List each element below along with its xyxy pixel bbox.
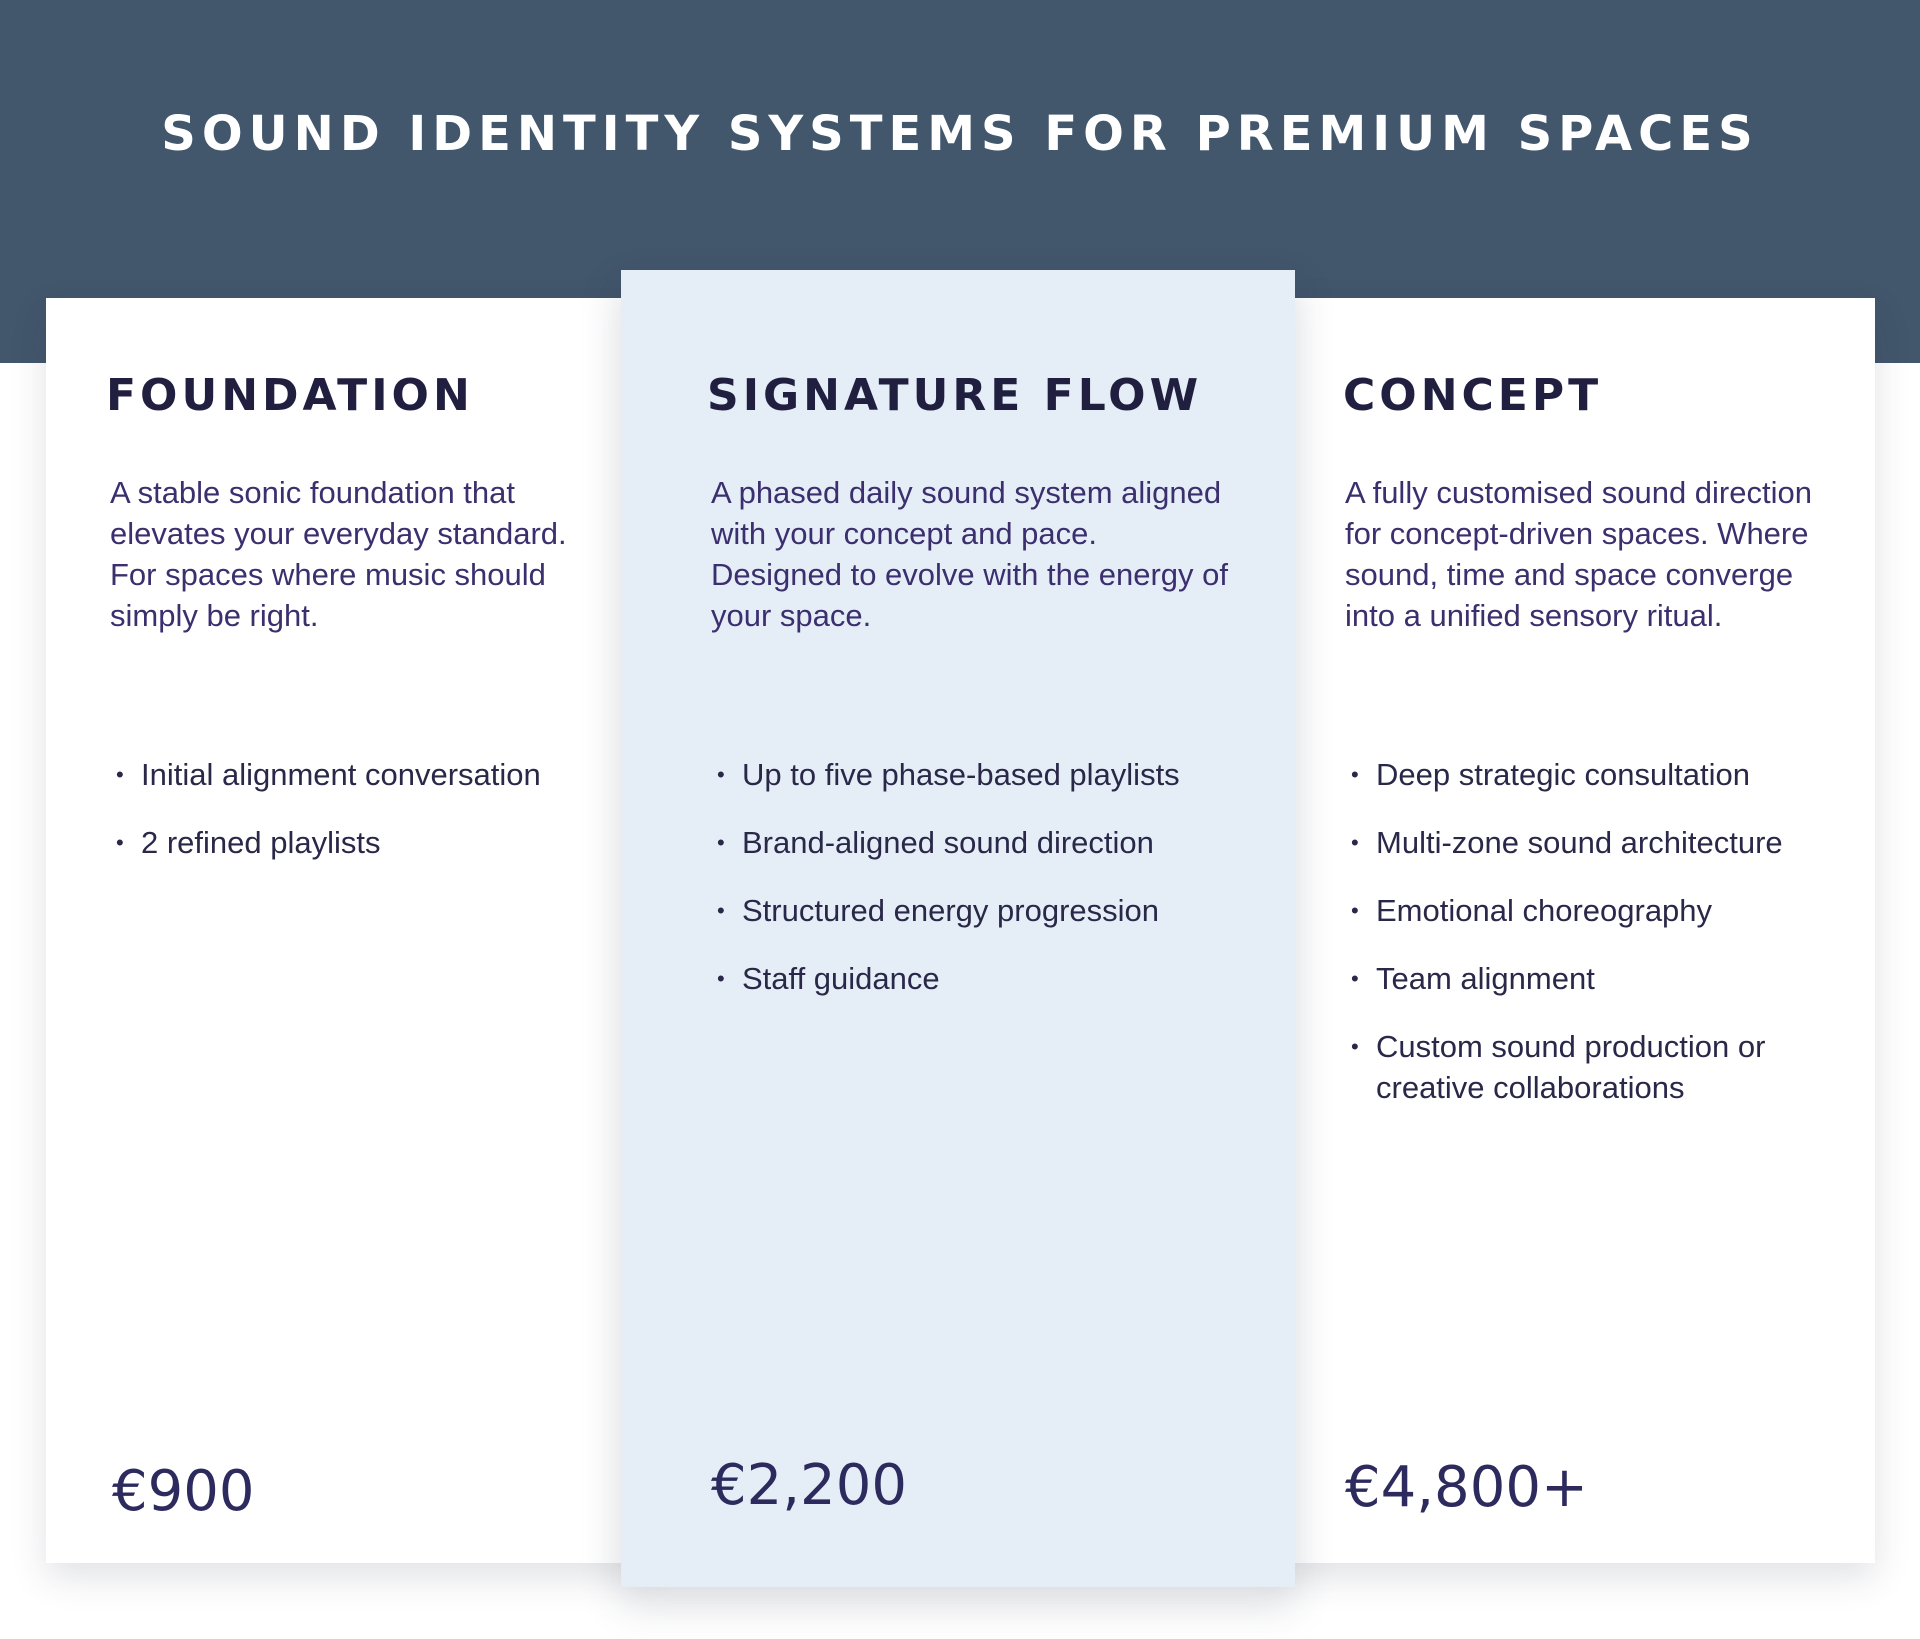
bullet-icon: •	[717, 898, 725, 923]
plan-feature	[1345, 822, 1845, 863]
plan-description: A stable sonic foundation that elevates your everyday standard. For spaces where music should simply be right.	[110, 475, 567, 633]
plan-feature-list	[1345, 754, 1845, 1135]
plan-feature-text: Team alignment	[1376, 961, 1595, 996]
plan-feature	[711, 890, 1231, 931]
bullet-icon: •	[116, 762, 124, 787]
plan-price: €2,200	[711, 1453, 907, 1518]
plan-feature	[110, 754, 620, 795]
plan-card-signature-flow	[621, 270, 1295, 1587]
bullet-icon: •	[1351, 898, 1359, 923]
plan-title: CONCEPT	[1343, 370, 1603, 421]
bullet-icon: •	[717, 830, 725, 855]
plan-card-foundation	[46, 298, 646, 1563]
plan-feature	[1345, 754, 1845, 795]
plan-feature	[1345, 1026, 1845, 1108]
plan-feature-text: Structured energy progression	[742, 893, 1160, 928]
plan-price: €900	[112, 1459, 255, 1524]
plan-feature-text: Staff guidance	[742, 961, 940, 996]
bullet-icon: •	[1351, 830, 1359, 855]
plan-description: A phased daily sound system aligned with your concept and pace. Designed to evolve with the energy of your space.	[711, 475, 1228, 633]
plan-feature-text: Up to five phase-based playlists	[742, 757, 1180, 792]
bullet-icon: •	[717, 762, 725, 787]
bullet-icon: •	[1351, 1034, 1359, 1059]
plan-price: €4,800+	[1345, 1455, 1588, 1520]
plan-feature-text: 2 refined playlists	[141, 825, 381, 860]
plan-card-concept	[1275, 298, 1875, 1563]
plan-feature	[1345, 958, 1845, 999]
page-title: SOUND IDENTITY SYSTEMS FOR PREMIUM SPACES	[161, 106, 1759, 162]
bullet-icon: •	[1351, 762, 1359, 787]
plan-feature-text: Deep strategic consultation	[1376, 757, 1750, 792]
plan-title: FOUNDATION	[106, 370, 474, 421]
plan-feature-list	[110, 754, 620, 890]
plan-feature-list	[711, 754, 1231, 1026]
plan-feature	[711, 958, 1231, 999]
plan-feature	[711, 754, 1231, 795]
bullet-icon: •	[1351, 966, 1359, 991]
plan-description: A fully customised sound direction for concept-driven spaces. Where sound, time and space converge into a unified sensory ritual.	[1345, 475, 1812, 633]
plan-feature	[1345, 890, 1845, 931]
plan-feature-text: Brand-aligned sound direction	[742, 825, 1154, 860]
plan-feature	[711, 822, 1231, 863]
plan-feature-text: Initial alignment conversation	[141, 757, 541, 792]
plan-feature-text: Emotional choreography	[1376, 893, 1713, 928]
plan-feature-text: Multi-zone sound architecture	[1376, 825, 1783, 860]
bullet-icon: •	[717, 966, 725, 991]
plan-title: SIGNATURE FLOW	[707, 370, 1203, 421]
bullet-icon: •	[116, 830, 124, 855]
plan-feature	[110, 822, 620, 863]
plan-feature-text: Custom sound production or creative collaborations	[1376, 1029, 1766, 1105]
